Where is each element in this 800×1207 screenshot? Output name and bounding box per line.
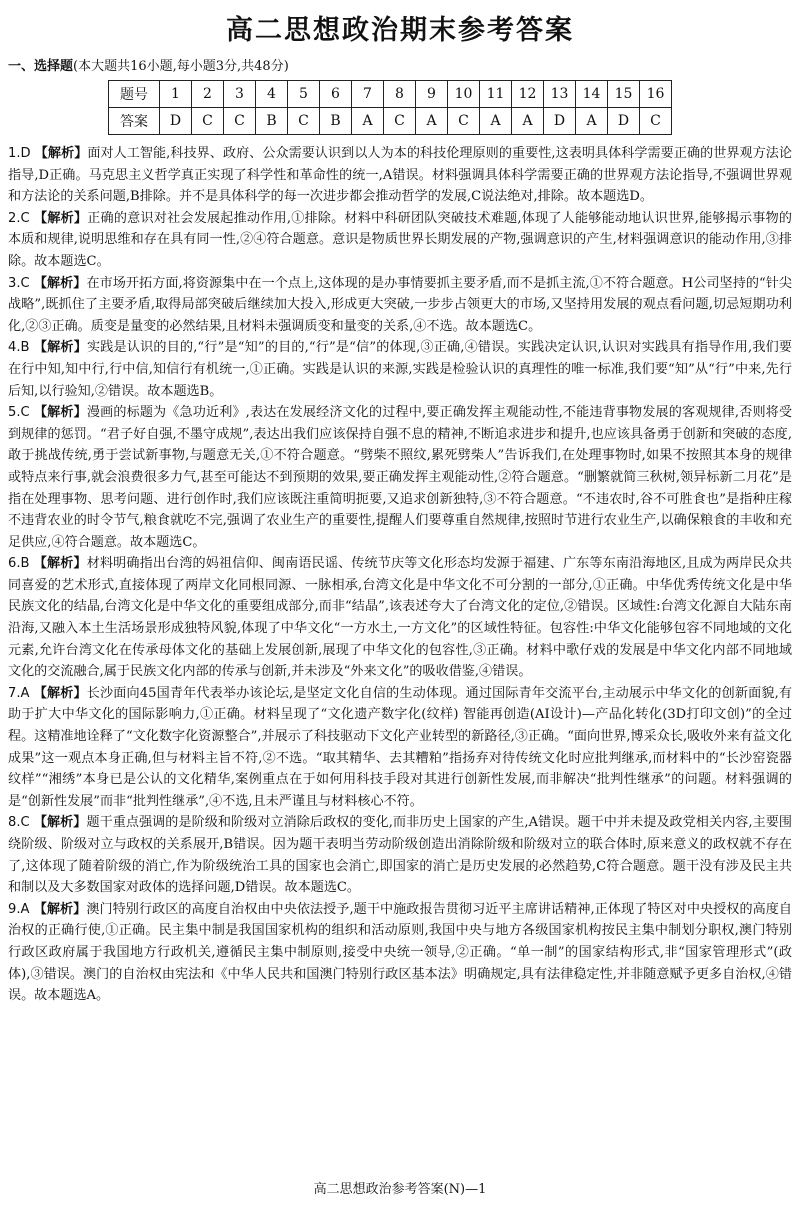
item-number: 4.B xyxy=(8,340,30,356)
item-number: 7.A xyxy=(8,685,30,701)
question-number-cell: 14 xyxy=(576,81,608,108)
section-note: (本大题共16小题,每小题3分,共48分) xyxy=(73,59,289,74)
answer-row xyxy=(109,108,672,135)
item-text: 实践是认识的目的,“行”是“知”的目的,“行”是“信”的体现,③正确,④错误。实践决定认识,认识对实践具有指导作用,我们要在行中知,知中行,行中信,知信行有机统一,①正确。实践是认识的来源,实践是检验认识的真理性的唯一标准,我们要“知”从“行”中来,先行后知,以行验知,②错误。故本题选B。 xyxy=(8,340,792,399)
question-number-cell: 6 xyxy=(320,81,352,108)
item-text: 长沙面向45国青年代表举办该论坛,是坚定文化自信的生动体现。通过国际青年交流平台,主动展示中华文化的创新面貌,有助于扩大中华文化的国际影响力,①正确。材料呈现了“文化遗产数字化(纹样) 智能再创造(AI设计)—产品化转化(3D打印文创)”的全过程。这精准地诠释了“文化数字化资源整合”,并展示了科技驱动下文化产业转型的新路径,③正确。“面向世界,博采众长,吸收外来有益文化成果”这一观点本身正确,但与材料主旨不符,②不选。“取其精华、去其糟粕”指扬弃对待传统文化时应批判继承,而材料中的“长沙窑瓷器纹样”“湘绣”本身已是公认的文化精华,案例重点在于如何用科技手段对其进行创新性发展,而非解决“批判性继承”的问题。材料强调的是“创新性发展”而非“批判性继承”,④不选,且未严谨且与材料核心不符。 xyxy=(8,685,793,809)
explanation-list xyxy=(8,143,792,1007)
section-header xyxy=(8,58,792,76)
answer-cell: C xyxy=(448,108,480,135)
explanation-item xyxy=(8,273,792,338)
question-number-cell: 10 xyxy=(448,81,480,108)
analysis-tag: 【解析】 xyxy=(33,275,87,291)
question-number-cell: 11 xyxy=(480,81,512,108)
question-number-cell: 13 xyxy=(544,81,576,108)
answer-cell: B xyxy=(320,108,352,135)
item-number: 1.D xyxy=(8,146,31,161)
analysis-tag: 【解析】 xyxy=(33,405,87,421)
question-number-row xyxy=(109,81,672,108)
question-number-cell: 3 xyxy=(224,81,256,108)
explanation-item xyxy=(8,683,792,813)
question-number-cell: 15 xyxy=(608,81,640,108)
answer-cell: A xyxy=(352,108,384,135)
item-text: 漫画的标题为《急功近利》,表达在发展经济文化的过程中,要正确发挥主观能动性,不能违背事物发展的客观规律,否则将受到规律的惩罚。“君子好自强,不墨守成规”,表达出我们应该保持自强不息的精神,不断追求进步和提升,也应该具备勇于创新和突破的态度,敢于挑战传统,勇于尝试新事物,与题意无关,①不符合题意。“劈柴不照纹,累死劈柴人”告诉我们,在处理事物时,如果不按照其本身的规律或特点来行事,就会浪费很多力气,甚至可能达不到预期的效果,要正确发挥主观能动性,②符合题意。“删繁就简三秋树,领异标新二月花”是指在处理事物、思考问题、进行创作时,我们应该既注重简明扼要,又追求创新独特,③不符合题意。“不违农时,谷不可胜食也”是指种庄稼不违背农业的时令节气,粮食就吃不完,强调了农业生产的重要性,提醒人们要尊重自然规律,按照时节进行农业生产,以确保粮食的丰收和充足供应,④符合题意。故本题选C。 xyxy=(8,405,793,550)
section-label: 一、选择题 xyxy=(8,59,74,74)
analysis-tag: 【解析】 xyxy=(34,210,88,226)
explanation-item xyxy=(8,143,792,208)
item-number: 5.C xyxy=(8,405,30,421)
answer-cell: C xyxy=(640,108,672,135)
answer-cell: A xyxy=(576,108,608,135)
answer-cell: C xyxy=(384,108,416,135)
answer-cell: C xyxy=(224,108,256,135)
explanation-item xyxy=(8,208,792,273)
item-number: 9.A xyxy=(8,901,30,917)
question-number-cell: 5 xyxy=(288,81,320,108)
page-title: 高二思想政治期末参考答案 xyxy=(226,15,574,46)
analysis-tag: 【解析】 xyxy=(33,340,87,356)
analysis-tag: 【解析】 xyxy=(34,146,88,161)
explanation-item xyxy=(8,812,792,898)
question-number-cell: 7 xyxy=(352,81,384,108)
question-number-cell: 2 xyxy=(192,81,224,108)
item-text: 澳门特别行政区的高度自治权由中央依法授予,题干中施政报告贯彻习近平主席讲话精神,正体现了特区对中央授权的高度自治权的正确行使,①正确。民主集中制是我国国家机构的组织和活动原则,我国中央与地方各级国家机构按民主集中制划分职权,澳门特别行政区政府属于我国地方行政机关,遵循民主集中制原则,接受中央统一领导,②正确。“单一制”的国家结构形式,非“国家管理形式”(政体),③错误。澳门的自治权由宪法和《中华人民共和国澳门特别行政区基本法》明确规定,具有法律稳定性,并非随意赋予更多自治权,④错误。故本题选A。 xyxy=(8,901,793,1004)
explanation-item xyxy=(8,899,792,1007)
question-number-cell: 12 xyxy=(512,81,544,108)
item-text: 材料明确指出台湾的妈祖信仰、闽南语民谣、传统节庆等文化形态均发源于福建、广东等东南沿海地区,且成为两岸民众共同喜爱的艺术形式,直接体现了两岸文化同根同源、一脉相承,台湾文化是中华文化不可分割的一部分,①正确。中华优秀传统文化是中华民族文化的结晶,台湾文化是中华文化的重要组成部分,而非“结晶”,该表述夸大了台湾文化的定位,②错误。区域性:台湾文化源自大陆东南沿海,又融入本土生活场景形成独特风貌,体现了中华文化“一方水土,一方文化”的区域性特征。包容性:中华文化能够包容不同地域的文化元素,允许台湾文化在传承母体文化的基础上发展创新,展现了中华文化的包容性,③正确。材料中歌仔戏的发展是中华文化内部不同地域文化的交流融合,属于民族文化内部的传承与创新,并未涉及“外来文化”的吸收借鉴,④错误。 xyxy=(8,556,793,680)
answer-table xyxy=(108,80,672,135)
question-number-cell: 9 xyxy=(416,81,448,108)
answer-cell: B xyxy=(256,108,288,135)
question-number-cell: 16 xyxy=(640,81,672,108)
answer-header: 答案 xyxy=(109,108,160,135)
explanation-item xyxy=(8,553,792,683)
item-text: 题干重点强调的是阶级和阶级对立消除后政权的变化,而非历史上国家的产生,A错误。题干中并未提及政党相关内容,主要围绕阶级、阶级对立与政权的关系展开,B错误。因为题干表明当劳动阶级创造出消除阶级和阶级对立的联合体时,原来意义的政权就不存在了,这体现了随着阶级的消亡,作为阶级统治工具的国家也会消亡,即国家的消亡是历史发展的必然趋势,C符合题意。题干没有涉及民主共和制以及大多数国家对政体的选择问题,D错误。故本题选C。 xyxy=(8,815,792,896)
answer-cell: D xyxy=(544,108,576,135)
question-number-header: 题号 xyxy=(109,81,160,108)
page-footer: 高二思想政治参考答案(N)—1 xyxy=(313,1182,487,1197)
answer-cell: C xyxy=(192,108,224,135)
item-text: 面对人工智能,科技界、政府、公众需要认识到以人为本的科技伦理原则的重要性,这表明具体科学需要正确的世界观方法论指导,D正确。马克思主义哲学真正实现了科学性和革命性的统一,A错误。材料强调具体科学需要正确的世界观方法论指导,不强调世界观和方法论的关系问题,B排除。并不是具体科学的每一次进步都会推动哲学的发展,C说法绝对,排除。故本题选D。 xyxy=(8,146,793,205)
item-number: 6.B xyxy=(8,556,30,572)
item-number: 3.C xyxy=(8,275,30,291)
item-text: 正确的意识对社会发展起推动作用,①排除。材料中科研团队突破技术难题,体现了人能够能动地认识世界,能够揭示事物的本质和规律,说明思维和存在具有同一性,②④符合题意。意识是物质世界长期发展的产物,强调意识的产生,材料强调意识的能动作用,③排除。故本题选C。 xyxy=(8,210,793,269)
item-number: 2.C xyxy=(8,210,30,226)
answer-cell: D xyxy=(608,108,640,135)
analysis-tag: 【解析】 xyxy=(33,901,87,917)
question-number-cell: 8 xyxy=(384,81,416,108)
answer-cell: A xyxy=(480,108,512,135)
analysis-tag: 【解析】 xyxy=(33,556,87,572)
analysis-tag: 【解析】 xyxy=(33,685,87,701)
explanation-item xyxy=(8,337,792,402)
answer-cell: A xyxy=(512,108,544,135)
item-text: 在市场开拓方面,将资源集中在一个点上,这体现的是办事情要抓主要矛盾,而不是抓主流,①不符合题意。H公司坚持的“针尖战略”,既抓住了主要矛盾,取得局部突破后继续加大投入,形成更大突破,一步步占领更大的市场,又坚持用发展的观点看问题,切忌短期功利化,②③正确。质变是量变的必然结果,且材料未强调质变和量变的关系,④不选。故本题选C。 xyxy=(8,275,792,334)
answer-cell: D xyxy=(160,108,192,135)
explanation-item xyxy=(8,402,792,553)
item-number: 8.C xyxy=(8,815,30,831)
answer-cell: C xyxy=(288,108,320,135)
answer-cell: A xyxy=(416,108,448,135)
analysis-tag: 【解析】 xyxy=(33,815,87,831)
question-number-cell: 4 xyxy=(256,81,288,108)
question-number-cell: 1 xyxy=(160,81,192,108)
